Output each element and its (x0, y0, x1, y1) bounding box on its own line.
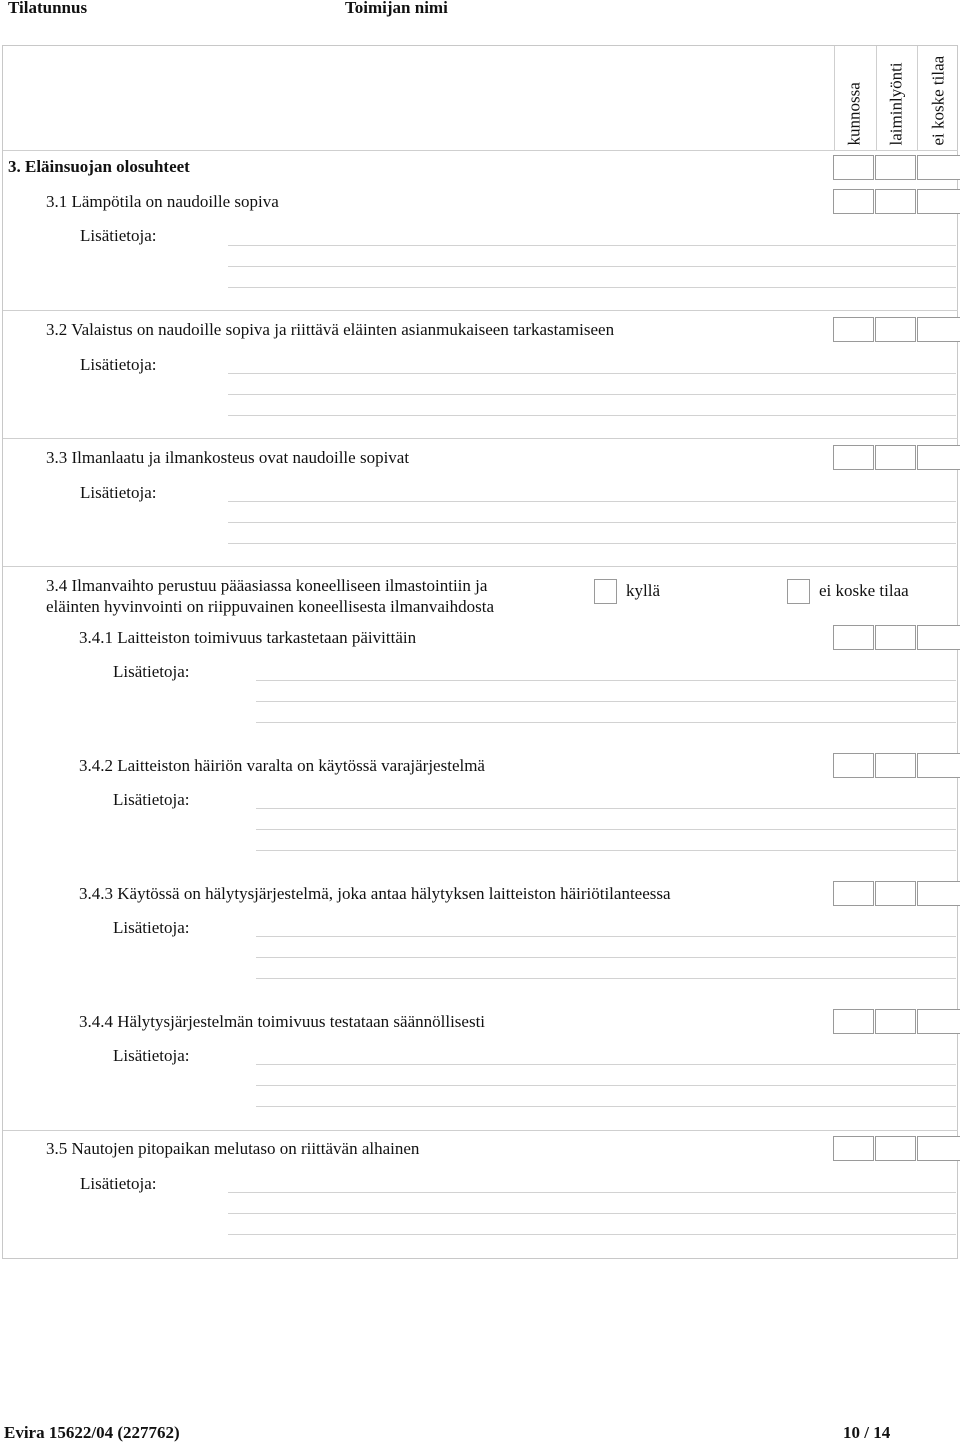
question-3-4-4-checkbox-row (833, 1009, 960, 1034)
notes-line[interactable] (256, 680, 956, 681)
question-3-4-3-checkbox-row (833, 881, 960, 906)
notes-line[interactable] (256, 936, 956, 937)
notes-line[interactable] (228, 1234, 956, 1235)
checkbox-neglect[interactable] (875, 881, 916, 906)
checkbox-neglect[interactable] (875, 753, 916, 778)
question-3-4-line2: eläinten hyvinvointi on riippuvainen koneellisesta ilmanvaihdosta (46, 597, 495, 616)
checkbox-ok[interactable] (833, 881, 874, 906)
footer-page-number: 10 / 14 (843, 1423, 891, 1442)
notes-line[interactable] (256, 722, 956, 723)
notes-line[interactable] (228, 394, 956, 395)
checkbox-ok[interactable] (833, 189, 874, 214)
checkbox-not-applicable[interactable] (917, 155, 960, 180)
checkbox-neglect[interactable] (875, 317, 916, 342)
notes-line[interactable] (256, 808, 956, 809)
question-3-4-1-checkbox-row (833, 625, 960, 650)
column-label-not-applicable: ei koske tilaa (928, 55, 948, 146)
notes-line[interactable] (256, 1064, 956, 1065)
notes-label: Lisätietoja: (80, 1174, 157, 1193)
notes-line[interactable] (228, 522, 956, 523)
checkbox-ok[interactable] (833, 445, 874, 470)
row-separator (3, 438, 958, 439)
notes-line[interactable] (228, 543, 956, 544)
question-3-4-1: 3.4.1 Laitteiston toimivuus tarkastetaan päivittäin (79, 628, 417, 647)
notes-line[interactable] (228, 373, 956, 374)
checkbox-not-applicable[interactable] (917, 445, 960, 470)
checkbox-ok[interactable] (833, 1136, 874, 1161)
checkbox-not-applicable[interactable] (917, 625, 960, 650)
checkbox-not-applicable[interactable] (917, 1136, 960, 1161)
question-3-3: 3.3 Ilmanlaatu ja ilmankosteus ovat naudoille sopivat (46, 448, 410, 467)
checkbox-not-applicable[interactable] (917, 753, 960, 778)
footer-document-id: Evira 15622/04 (227762) (4, 1423, 180, 1442)
question-3-4-2: 3.4.2 Laitteiston häiriön varalta on käytössä varajärjestelmä (79, 756, 485, 775)
checkbox-yes[interactable] (594, 579, 617, 604)
notes-line[interactable] (256, 957, 956, 958)
question-3-2: 3.2 Valaistus on naudoille sopiva ja riittävä eläinten asianmukaiseen tarkastamiseen (46, 320, 615, 339)
notes-line[interactable] (256, 701, 956, 702)
notes-label: Lisätietoja: (113, 790, 190, 809)
notes-line[interactable] (228, 415, 956, 416)
checkbox-ok[interactable] (833, 625, 874, 650)
notes-label: Lisätietoja: (113, 662, 190, 681)
question-3-1: 3.1 Lämpötila on naudoille sopiva (46, 192, 279, 211)
notes-line[interactable] (228, 1192, 956, 1193)
checkbox-neglect[interactable] (875, 1009, 916, 1034)
column-divider (834, 46, 835, 150)
notes-label: Lisätietoja: (80, 483, 157, 502)
header-operator-name-label: Toimijan nimi (345, 0, 448, 17)
question-3-3-checkbox-row (833, 445, 960, 470)
notes-line[interactable] (256, 1106, 956, 1107)
checkbox-neglect[interactable] (875, 189, 916, 214)
checkbox-ok[interactable] (833, 155, 874, 180)
header-farm-id-label: Tilatunnus (8, 0, 88, 17)
option-yes-label: kyllä (626, 581, 660, 600)
notes-label: Lisätietoja: (80, 226, 157, 245)
notes-label: Lisätietoja: (113, 918, 190, 937)
row-separator (3, 566, 958, 567)
notes-line[interactable] (228, 1213, 956, 1214)
question-3-5: 3.5 Nautojen pitopaikan melutaso on riittävän alhainen (46, 1139, 420, 1158)
column-label-ok: kunnossa (844, 82, 864, 146)
checkbox-not-applicable[interactable] (917, 317, 960, 342)
checkbox-ok[interactable] (833, 1009, 874, 1034)
checkbox-not-applicable[interactable] (917, 881, 960, 906)
column-label-neglect: laiminlyönti (886, 62, 906, 146)
checkbox-not-applicable[interactable] (917, 189, 960, 214)
notes-line[interactable] (228, 501, 956, 502)
question-3-5-checkbox-row (833, 1136, 960, 1161)
question-3-1-checkbox-row (833, 189, 960, 214)
checkbox-neglect[interactable] (875, 625, 916, 650)
question-3-4-2-checkbox-row (833, 753, 960, 778)
column-divider (876, 46, 877, 150)
checkbox-neglect[interactable] (875, 445, 916, 470)
checkbox-neglect[interactable] (875, 155, 916, 180)
section-title: 3. Eläinsuojan olosuhteet (8, 157, 190, 176)
question-3-4-3: 3.4.3 Käytössä on hälytysjärjestelmä, joka antaa hälytyksen laitteiston häiriötilanteessa (79, 884, 671, 903)
checkbox-not-applicable-option[interactable] (787, 579, 810, 604)
notes-line[interactable] (228, 245, 956, 246)
question-3-2-checkbox-row (833, 317, 960, 342)
checkbox-not-applicable[interactable] (917, 1009, 960, 1034)
notes-line[interactable] (256, 978, 956, 979)
row-separator (3, 310, 958, 311)
question-3-4-line1: 3.4 Ilmanvaihto perustuu pääasiassa koneelliseen ilmastointiin ja (46, 576, 488, 595)
notes-line[interactable] (256, 1085, 956, 1086)
notes-label: Lisätietoja: (113, 1046, 190, 1065)
notes-line[interactable] (256, 829, 956, 830)
question-3-4-4: 3.4.4 Hälytysjärjestelmän toimivuus testataan säännöllisesti (79, 1012, 486, 1031)
option-not-applicable-label: ei koske tilaa (819, 581, 909, 600)
row-separator (3, 1130, 958, 1131)
checkbox-ok[interactable] (833, 753, 874, 778)
checkbox-ok[interactable] (833, 317, 874, 342)
column-divider (917, 46, 918, 150)
checkbox-neglect[interactable] (875, 1136, 916, 1161)
notes-line[interactable] (228, 287, 956, 288)
header-bottom-line (3, 150, 958, 151)
notes-line[interactable] (256, 850, 956, 851)
notes-line[interactable] (228, 266, 956, 267)
section-title-checkbox-row (833, 155, 960, 180)
notes-label: Lisätietoja: (80, 355, 157, 374)
